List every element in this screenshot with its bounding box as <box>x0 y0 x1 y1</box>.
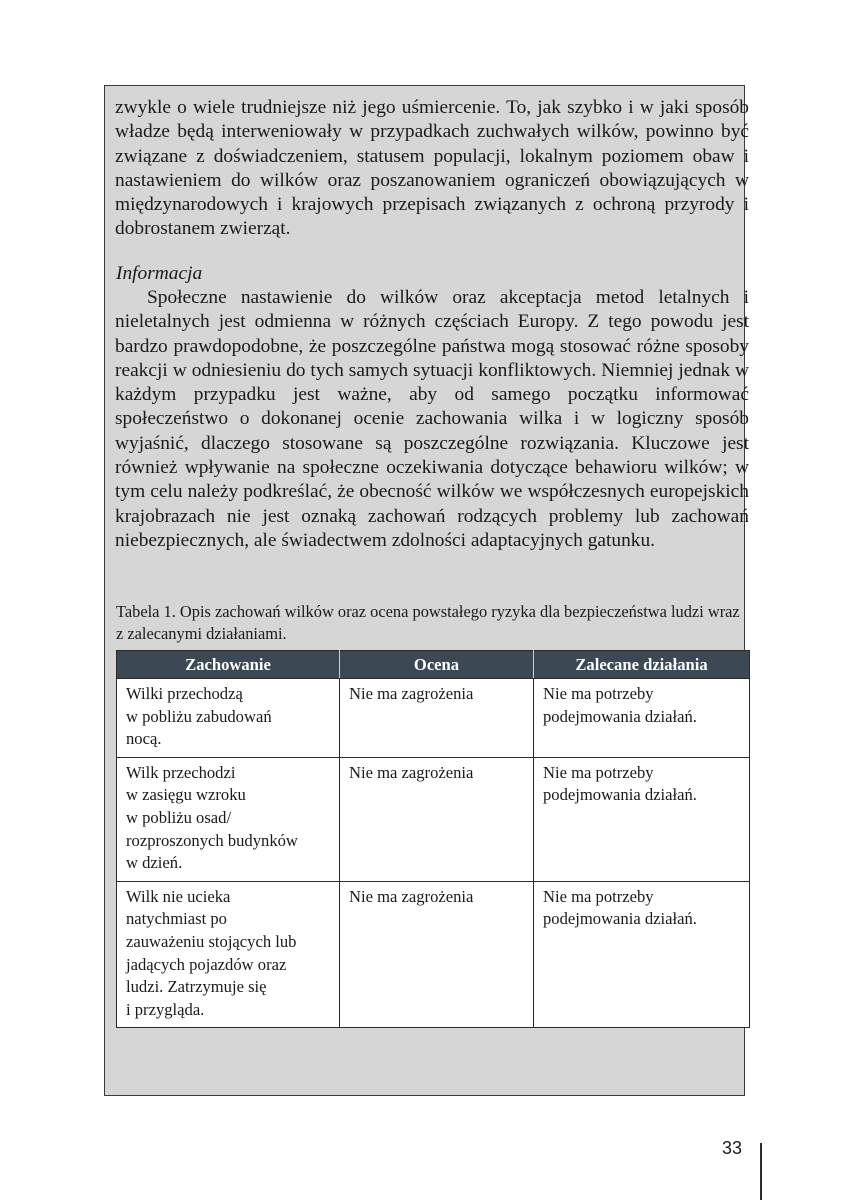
cell-actions: Nie ma potrzeby podejmowania działań. <box>534 679 750 758</box>
table-header-row <box>117 651 750 679</box>
section-heading: Informacja <box>116 263 203 284</box>
table-caption: Tabela 1. Opis zachowań wilków oraz ocena powstałego ryzyka dla bezpieczeństwa ludzi wraz z zalecanymi działaniami. <box>116 602 740 643</box>
cell-behaviour: Wilk przechodzi w zasięgu wzroku w pobliżu osad/ rozproszonych budynków w dzień. <box>117 757 340 881</box>
wolf-behaviour-table <box>116 650 750 1028</box>
header-assessment: Ocena <box>340 651 534 679</box>
cell-actions: Nie ma potrzeby podejmowania działań. <box>534 757 750 881</box>
cell-assessment: Nie ma zagrożenia <box>340 757 534 881</box>
table-row <box>117 881 750 1028</box>
cell-assessment: Nie ma zagrożenia <box>340 679 534 758</box>
body-paragraph-2: Społeczne nastawienie do wilków oraz akceptacja metod letalnych i nieletalnych jest odmienna w różnych częściach Europy. Z tego powodu jest bardzo prawdopodobne, że poszczególne państwa mogą stosować różne sposoby reakcji w odniesieniu do tych samych sytuacji konfliktowych. Niemniej jednak w każdym przypadku jest ważne, aby od samego początku informować społeczeństwo o dokonanej ocenie zachowania wilka i w logiczny sposób wyjaśnić, dlaczego stosowane są poszczególne rozwiązania. Kluczowe jest również wpływanie na społeczne oczekiwania dotyczące behawioru wilków; w tym celu należy podkreślać, że obecność wilków we współczesnych europejskich krajobrazach nie jest oznaką zachowań rodzących problemy lub zachowań niebezpiecznych, ale świadectwem zdolności adaptacyjnych gatunku. <box>115 287 749 551</box>
header-recommended-actions: Zalecane działania <box>534 651 750 679</box>
header-behaviour: Zachowanie <box>117 651 340 679</box>
page-number-rule <box>760 1143 762 1200</box>
cell-behaviour: Wilk nie ucieka natychmiast po zauważeniu stojących lub jadących pojazdów oraz ludzi. Zatrzymuje się i przygląda. <box>117 881 340 1028</box>
page-number: 33 <box>722 1138 743 1158</box>
table-row <box>117 679 750 758</box>
table-row <box>117 757 750 881</box>
body-paragraph-1: zwykle o wiele trudniejsze niż jego uśmiercenie. To, jak szybko i w jaki sposób władze będą interweniowały w przypadkach zuchwałych wilków, powinno być związane z doświadczeniem, statusem populacji, lokalnym poziomem obaw i nastawieniem do wilków oraz poszanowaniem ograniczeń obowiązujących w międzynarodowych i krajowych przepisach związanych z ochroną przyrody i dobrostanem zwierząt. <box>115 97 749 240</box>
cell-assessment: Nie ma zagrożenia <box>340 881 534 1028</box>
cell-actions: Nie ma potrzeby podejmowania działań. <box>534 881 750 1028</box>
cell-behaviour: Wilki przechodzą w pobliżu zabudowań nocą. <box>117 679 340 758</box>
